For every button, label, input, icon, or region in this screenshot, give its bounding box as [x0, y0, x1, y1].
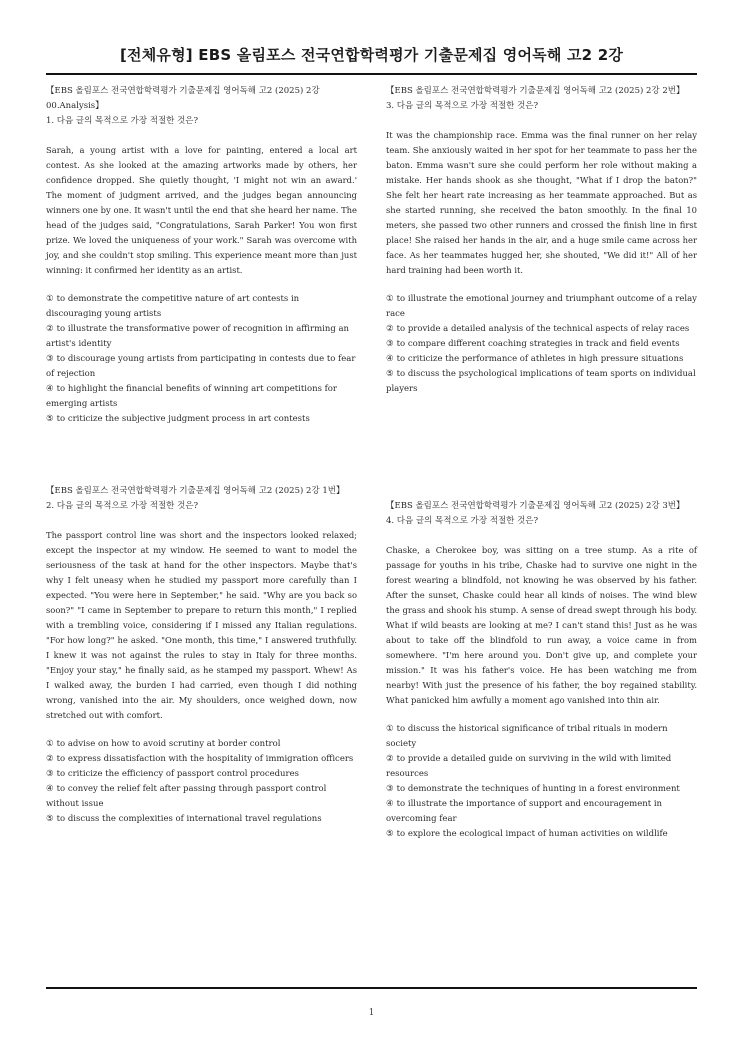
- question-source-header: 【EBS 올림포스 전국연합학력평가 기출문제집 영어독해 고2 (2025) 2강 00.Analysis】: [46, 86, 320, 111]
- option-text: to criticize the performance of athletes in high pressure situations: [396, 354, 684, 364]
- option-text: to provide a detailed guide on surviving in the wild with limited resources: [386, 754, 672, 779]
- question-prompt: 3. 다음 글의 목적으로 가장 적절한 것은?: [386, 101, 539, 111]
- option-number: ③: [46, 769, 54, 779]
- option-number: ③: [46, 354, 54, 364]
- answer-option-5[interactable]: [46, 412, 357, 427]
- option-number: ④: [386, 354, 394, 364]
- question-1: [46, 84, 357, 427]
- option-text: to demonstrate the techniques of hunting in a forest environment: [396, 784, 680, 794]
- answer-option-5[interactable]: [386, 367, 697, 397]
- option-number: ②: [386, 754, 394, 764]
- page-title: [전체유형] EBS 올림포스 전국연합학력평가 기출문제집 영어독해 고2 2강: [119, 46, 624, 64]
- answer-option-3[interactable]: [386, 337, 697, 352]
- option-text: to advise on how to avoid scrutiny at border control: [56, 739, 281, 749]
- option-number: ①: [46, 739, 54, 749]
- option-text: to criticize the efficiency of passport control procedures: [56, 769, 299, 779]
- answer-option-1[interactable]: [46, 292, 357, 322]
- option-text: to express dissatisfaction with the hospitality of immigration officers: [56, 754, 354, 764]
- answer-option-5[interactable]: [46, 812, 357, 827]
- question-prompt: 2. 다음 글의 목적으로 가장 적절한 것은?: [46, 501, 199, 511]
- option-text: to discuss the historical significance of tribal rituals in modern society: [386, 724, 668, 749]
- option-number: ④: [386, 799, 394, 809]
- answer-options: [46, 292, 357, 427]
- option-text: to demonstrate the competitive nature of art contests in discouraging young artists: [46, 294, 300, 319]
- answer-option-5[interactable]: [386, 827, 697, 842]
- option-number: ④: [46, 784, 54, 794]
- option-number: ④: [46, 384, 54, 394]
- question-source-header: 【EBS 올림포스 전국연합학력평가 기출문제집 영어독해 고2 (2025) 2강 1번】: [46, 486, 345, 496]
- answer-option-1[interactable]: [386, 722, 697, 752]
- option-text: to explore the ecological impact of human activities on wildlife: [396, 829, 668, 839]
- question-passage: Sarah, a young artist with a love for painting, entered a local art contest. As she looked at the amazing artworks made by others, her confidence dropped. She quietly thought, 'I might not win an award.' The moment of judgment arrived, and the judges began announcing winners one by one. It wasn't until the end that she heard her name. The head of the judges said, "Congratulations, Sarah Parker! You won first prize. We loved the uniqueness of your work." Sarah was overcome with joy, and she couldn't stop smiling. This experience meant more than just winning: it confirmed her identity as an artist.: [46, 145, 357, 275]
- option-number: ⑤: [46, 414, 54, 424]
- question-source-header: 【EBS 올림포스 전국연합학력평가 기출문제집 영어독해 고2 (2025) 2강 2번】: [386, 86, 685, 96]
- option-text: to illustrate the emotional journey and triumphant outcome of a relay race: [386, 294, 697, 319]
- answer-option-3[interactable]: [386, 782, 697, 797]
- option-number: ③: [386, 339, 394, 349]
- option-number: ①: [46, 294, 54, 304]
- answer-option-4[interactable]: [46, 782, 357, 812]
- answer-options: [46, 737, 357, 827]
- question-prompt: 1. 다음 글의 목적으로 가장 적절한 것은?: [46, 116, 199, 126]
- option-text: to highlight the financial benefits of winning art competitions for emerging artists: [46, 384, 337, 409]
- option-text: to illustrate the importance of support and encouragement in overcoming fear: [386, 799, 663, 824]
- answer-option-2[interactable]: [386, 752, 697, 782]
- option-number: ⑤: [386, 369, 394, 379]
- page-number: 1: [368, 1008, 375, 1018]
- option-number: ③: [386, 784, 394, 794]
- question-prompt: 4. 다음 글의 목적으로 가장 적절한 것은?: [386, 516, 539, 526]
- answer-option-4[interactable]: [386, 352, 697, 367]
- answer-options: [386, 292, 697, 397]
- answer-option-2[interactable]: [46, 322, 357, 352]
- option-text: to discuss the complexities of international travel regulations: [56, 814, 322, 824]
- question-passage: The passport control line was short and the inspectors looked relaxed; except the inspector at my window. He seemed to want to model the seriousness of the task at hand for the other inspectors. Maybe that's why I felt uneasy when he studied my passport more carefully than I expected. "You were here in September," he said. "Why are you back so soon?" "I came in September to prepare to return this month," I replied with a trembling voice, considering if I missed any Italian regulations. "For how long?" he asked. "One month, this time," I answered truthfully. I knew it was not against the rules to stay in Italy for three months. "Enjoy your stay," he finally said, as he stamped my passport. Whew! As I walked away, the burden I had carried, even though I did nothing wrong, vanished into the air. My shoulders, once weighed down, now stretched out with comfort.: [46, 530, 357, 720]
- option-text: to convey the relief felt after passing through passport control without issue: [46, 784, 327, 809]
- answer-option-1[interactable]: [46, 737, 357, 752]
- top-divider: [46, 73, 697, 75]
- option-text: to criticize the subjective judgment process in art contests: [56, 414, 310, 424]
- option-text: to discourage young artists from participating in contests due to fear of rejection: [46, 354, 356, 379]
- question-2: [46, 484, 357, 827]
- option-number: ②: [46, 324, 54, 334]
- option-number: ②: [46, 754, 54, 764]
- option-number: ⑤: [46, 814, 54, 824]
- option-text: to compare different coaching strategies in track and field events: [396, 339, 680, 349]
- option-number: ①: [386, 294, 394, 304]
- answer-option-3[interactable]: [46, 352, 357, 382]
- answer-option-2[interactable]: [46, 752, 357, 767]
- option-text: to discuss the psychological implications of team sports on individual players: [386, 369, 696, 394]
- option-text: to illustrate the transformative power of recognition in affirming an artist's identity: [46, 324, 350, 349]
- answer-option-3[interactable]: [46, 767, 357, 782]
- bottom-divider: [46, 987, 697, 989]
- answer-option-1[interactable]: [386, 292, 697, 322]
- question-source-header: 【EBS 올림포스 전국연합학력평가 기출문제집 영어독해 고2 (2025) 2강 3번】: [386, 501, 685, 511]
- question-passage: Chaske, a Cherokee boy, was sitting on a tree stump. As a rite of passage for youths in his tribe, Chaske had to survive one night in the forest wearing a blindfold, not knowing he was observed by his father. After the sunset, Chaske could hear all kinds of noises. The wind blew the grass and shook his stump. A sense of dread swept through his body. What if wild beasts are looking at me? I can't stand this! Just as he was about to take off the blindfold to run away, a voice came in from somewhere. "I'm here around you. Don't give up, and complete your mission." It was his father's voice. He has been watching me from nearby! With just the presence of his father, the boy regained stability. What panicked him awfully a moment ago vanished into thin air.: [386, 545, 697, 705]
- option-text: to provide a detailed analysis of the technical aspects of relay races: [396, 324, 690, 334]
- answer-option-2[interactable]: [386, 322, 697, 337]
- option-number: ②: [386, 324, 394, 334]
- question-4: [386, 499, 697, 842]
- question-3: [386, 84, 697, 397]
- answer-option-4[interactable]: [386, 797, 697, 827]
- option-number: ⑤: [386, 829, 394, 839]
- question-passage: It was the championship race. Emma was the final runner on her relay team. She anxiously waited in her spot for her teammate to pass her the baton. Emma wasn't sure she could perform her role without making a mistake. Her hands shook as she thought, "What if I drop the baton?" She felt her heart rate increasing as her teammate approached. But as she started running, she received the baton smoothly. In the final 10 meters, she passed two other runners and crossed the finish line in first place! She raised her hands in the air, and a huge smile came across her face. As her teammates hugged her, she shouted, "We did it!" All of her hard training had been worth it.: [386, 130, 697, 275]
- answer-options: [386, 722, 697, 842]
- option-number: ①: [386, 724, 394, 734]
- answer-option-4[interactable]: [46, 382, 357, 412]
